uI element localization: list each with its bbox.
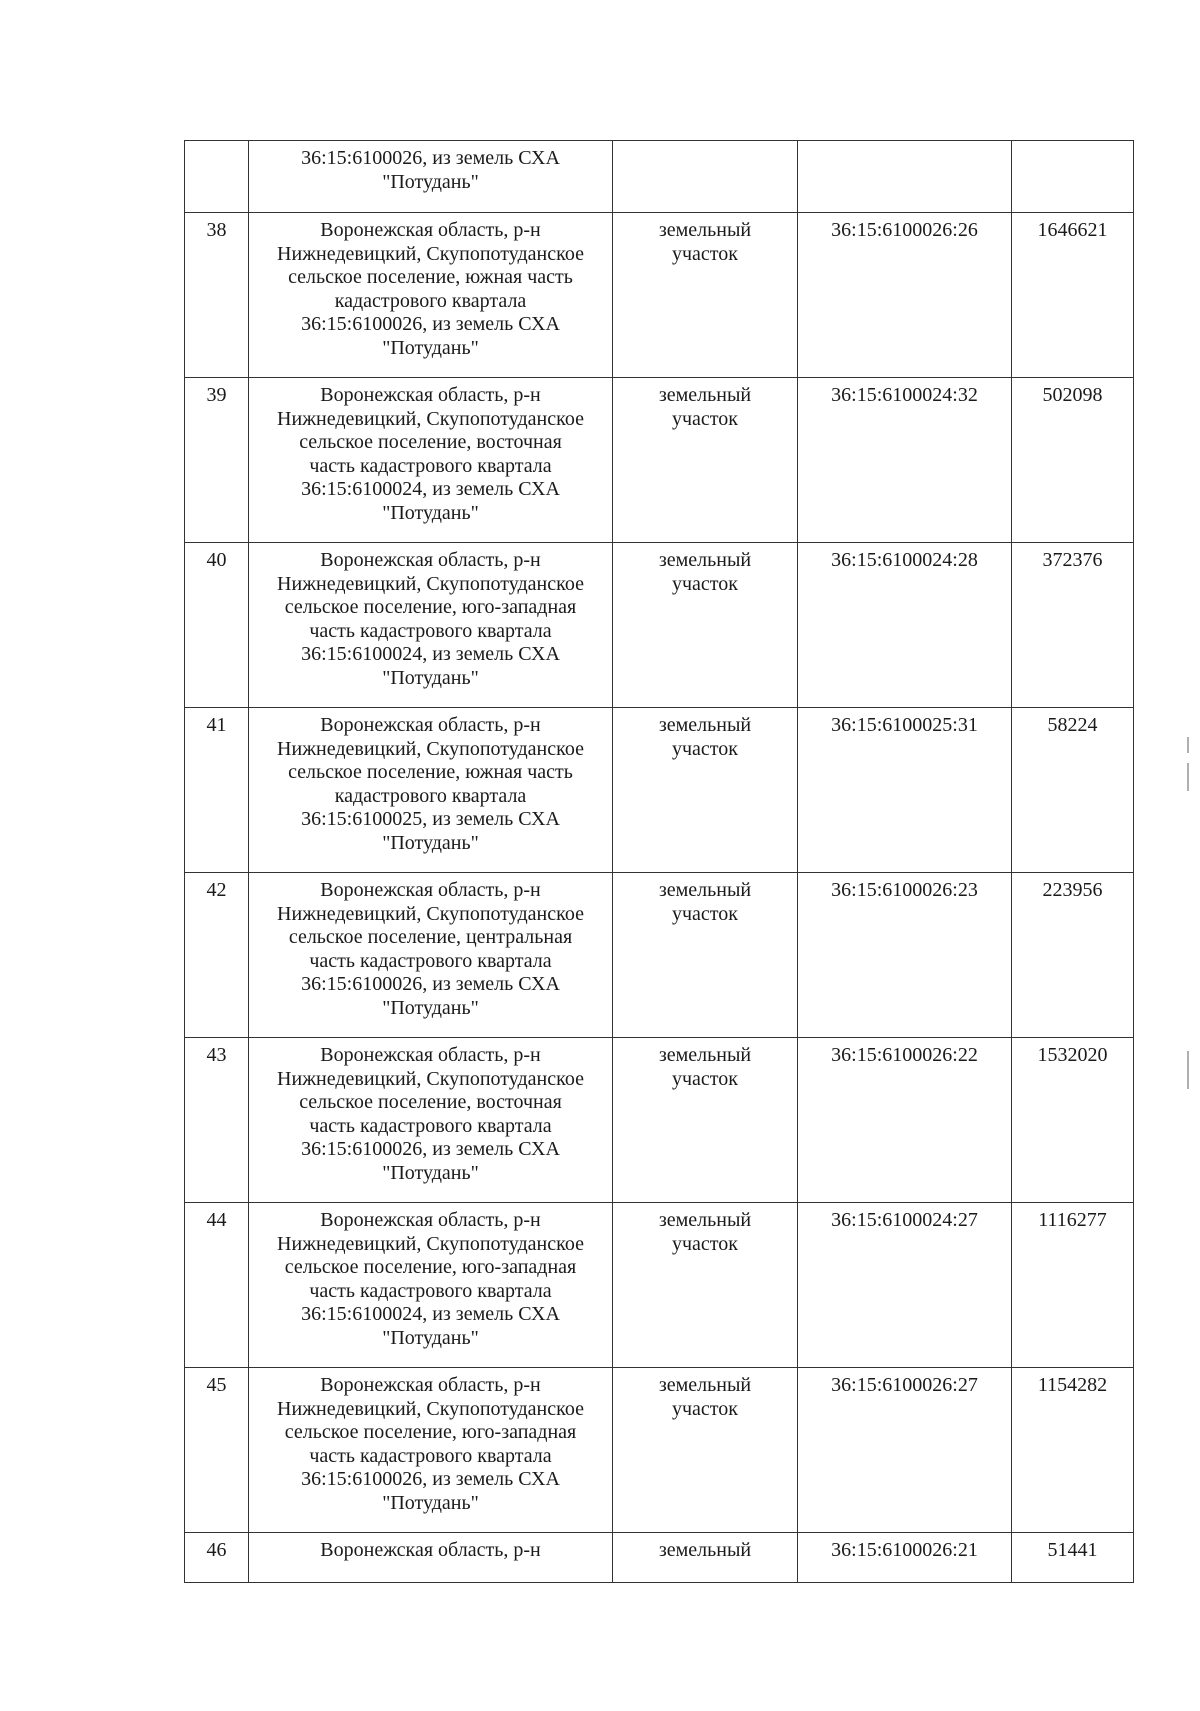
type-line: участок xyxy=(671,572,738,595)
address-line: часть кадастрового квартала xyxy=(309,949,552,972)
cadastral-cell: 36:15:6100026:27 xyxy=(798,1368,1012,1533)
address-line: Воронежская область, р-н xyxy=(320,879,541,901)
type-line: земельный xyxy=(658,879,752,901)
address-cell xyxy=(249,873,613,1038)
number-cell: 44 xyxy=(185,1203,249,1368)
number-cell: 41 xyxy=(185,708,249,873)
address-cell xyxy=(249,213,613,378)
address-line: "Потудань" xyxy=(382,996,479,1019)
area-cell: 502098 xyxy=(1012,378,1134,543)
area-cell: 51441 xyxy=(1012,1533,1134,1583)
address-line: Воронежская область, р-н xyxy=(320,1374,541,1396)
type-line: участок xyxy=(671,902,738,925)
address-line: 36:15:6100026, из земель СХА xyxy=(301,1138,560,1160)
number-cell xyxy=(185,141,249,213)
type-line: участок xyxy=(671,1232,738,1255)
address-line: Нижнедевицкий, Скупопотуданское xyxy=(277,572,584,595)
type-cell xyxy=(613,213,798,378)
address-line: часть кадастрового квартала xyxy=(309,454,552,477)
cadastral-cell: 36:15:6100026:23 xyxy=(798,873,1012,1038)
address-line: Нижнедевицкий, Скупопотуданское xyxy=(277,1067,584,1090)
table-row xyxy=(185,1368,1134,1533)
type-line: земельный xyxy=(658,219,752,241)
address-line: "Потудань" xyxy=(382,1326,479,1349)
address-line: 36:15:6100025, из земель СХА xyxy=(301,808,560,830)
table-row xyxy=(185,708,1134,873)
address-line: сельское поселение, юго-западная xyxy=(284,596,577,618)
address-line: Нижнедевицкий, Скупопотуданское xyxy=(277,902,584,925)
address-line: Воронежская область, р-н xyxy=(320,714,541,736)
address-cell xyxy=(249,1533,613,1583)
type-cell xyxy=(613,873,798,1038)
area-cell: 1154282 xyxy=(1012,1368,1134,1533)
address-line: "Потудань" xyxy=(382,170,479,193)
table-row xyxy=(185,873,1134,1038)
address-line: Воронежская область, р-н xyxy=(320,1539,541,1561)
number-cell: 39 xyxy=(185,378,249,543)
address-line: Нижнедевицкий, Скупопотуданское xyxy=(277,407,584,430)
address-cell xyxy=(249,1368,613,1533)
land-plot-table xyxy=(184,140,1134,1583)
address-line: Нижнедевицкий, Скупопотуданское xyxy=(277,242,584,265)
address-line: "Потудань" xyxy=(382,1491,479,1514)
address-line: Воронежская область, р-н xyxy=(320,384,541,406)
type-line: участок xyxy=(671,242,738,265)
address-line: Нижнедевицкий, Скупопотуданское xyxy=(277,1232,584,1255)
cadastral-cell: 36:15:6100026:26 xyxy=(798,213,1012,378)
address-line: сельское поселение, юго-западная xyxy=(284,1256,577,1278)
type-line: земельный xyxy=(658,1209,752,1231)
type-line: участок xyxy=(671,737,738,760)
area-cell: 58224 xyxy=(1012,708,1134,873)
address-line: 36:15:6100026, из земель СХА xyxy=(301,1468,560,1490)
table-row xyxy=(185,378,1134,543)
address-line: сельское поселение, южная часть xyxy=(288,266,573,288)
table-body xyxy=(185,141,1134,1583)
cadastral-cell: 36:15:6100024:32 xyxy=(798,378,1012,543)
address-line: Нижнедевицкий, Скупопотуданское xyxy=(277,1397,584,1420)
table-row-continuation xyxy=(185,141,1134,213)
address-line: сельское поселение, восточная xyxy=(299,1091,562,1113)
cadastral-cell xyxy=(798,141,1012,213)
type-line: земельный xyxy=(658,1044,752,1066)
number-cell: 45 xyxy=(185,1368,249,1533)
type-line: земельный xyxy=(658,1539,752,1561)
address-line: Нижнедевицкий, Скупопотуданское xyxy=(277,737,584,760)
address-line: Воронежская область, р-н xyxy=(320,219,541,241)
type-line: земельный xyxy=(658,549,752,571)
type-line: земельный xyxy=(658,714,752,736)
area-cell xyxy=(1012,141,1134,213)
address-line: часть кадастрового квартала xyxy=(309,1279,552,1302)
address-line: "Потудань" xyxy=(382,1161,479,1184)
address-line: часть кадастрового квартала xyxy=(309,619,552,642)
scan-mark xyxy=(1187,1051,1189,1089)
address-line: сельское поселение, южная часть xyxy=(288,761,573,783)
address-cell xyxy=(249,141,613,213)
address-line: "Потудань" xyxy=(382,831,479,854)
address-line: "Потудань" xyxy=(382,666,479,689)
number-cell: 38 xyxy=(185,213,249,378)
scan-mark xyxy=(1187,763,1189,791)
address-line: "Потудань" xyxy=(382,336,479,359)
address-line: часть кадастрового квартала xyxy=(309,1114,552,1137)
cadastral-cell: 36:15:6100026:22 xyxy=(798,1038,1012,1203)
address-line: Воронежская область, р-н xyxy=(320,549,541,571)
table-row xyxy=(185,1203,1134,1368)
cadastral-cell: 36:15:6100026:21 xyxy=(798,1533,1012,1583)
address-line: 36:15:6100026, из земель СХА xyxy=(301,313,560,335)
area-cell: 1116277 xyxy=(1012,1203,1134,1368)
type-cell xyxy=(613,1203,798,1368)
table-row xyxy=(185,1038,1134,1203)
area-cell: 372376 xyxy=(1012,543,1134,708)
type-cell xyxy=(613,378,798,543)
address-line: 36:15:6100024, из земель СХА xyxy=(301,643,560,665)
address-line: "Потудань" xyxy=(382,501,479,524)
address-line: 36:15:6100024, из земель СХА xyxy=(301,478,560,500)
address-cell xyxy=(249,543,613,708)
cadastral-cell: 36:15:6100025:31 xyxy=(798,708,1012,873)
scan-mark xyxy=(1187,737,1189,753)
number-cell: 40 xyxy=(185,543,249,708)
type-cell xyxy=(613,1368,798,1533)
address-cell xyxy=(249,1203,613,1368)
type-line: участок xyxy=(671,407,738,430)
type-line: участок xyxy=(671,1067,738,1090)
type-line: земельный xyxy=(658,384,752,406)
type-line: участок xyxy=(671,1397,738,1420)
type-cell xyxy=(613,708,798,873)
type-cell xyxy=(613,1038,798,1203)
type-line: земельный xyxy=(658,1374,752,1396)
address-line: кадастрового квартала xyxy=(334,784,527,807)
address-line: Воронежская область, р-н xyxy=(320,1044,541,1066)
table-row xyxy=(185,543,1134,708)
type-cell xyxy=(613,141,798,213)
address-line: сельское поселение, центральная xyxy=(288,926,573,948)
area-cell: 223956 xyxy=(1012,873,1134,1038)
cadastral-cell: 36:15:6100024:28 xyxy=(798,543,1012,708)
address-line: сельское поселение, юго-западная xyxy=(284,1421,577,1443)
table-row xyxy=(185,213,1134,378)
address-line: 36:15:6100026, из земель СХА xyxy=(301,147,560,169)
address-line: Воронежская область, р-н xyxy=(320,1209,541,1231)
address-line: сельское поселение, восточная xyxy=(299,431,562,453)
number-cell: 42 xyxy=(185,873,249,1038)
area-cell: 1646621 xyxy=(1012,213,1134,378)
number-cell: 43 xyxy=(185,1038,249,1203)
address-cell xyxy=(249,708,613,873)
address-line: 36:15:6100026, из земель СХА xyxy=(301,973,560,995)
type-cell xyxy=(613,543,798,708)
area-cell: 1532020 xyxy=(1012,1038,1134,1203)
address-line: кадастрового квартала xyxy=(334,289,527,312)
address-line: 36:15:6100024, из земель СХА xyxy=(301,1303,560,1325)
address-line: часть кадастрового квартала xyxy=(309,1444,552,1467)
number-cell: 46 xyxy=(185,1533,249,1583)
address-cell xyxy=(249,378,613,543)
cadastral-cell: 36:15:6100024:27 xyxy=(798,1203,1012,1368)
table-row xyxy=(185,1533,1134,1583)
type-cell xyxy=(613,1533,798,1583)
address-cell xyxy=(249,1038,613,1203)
